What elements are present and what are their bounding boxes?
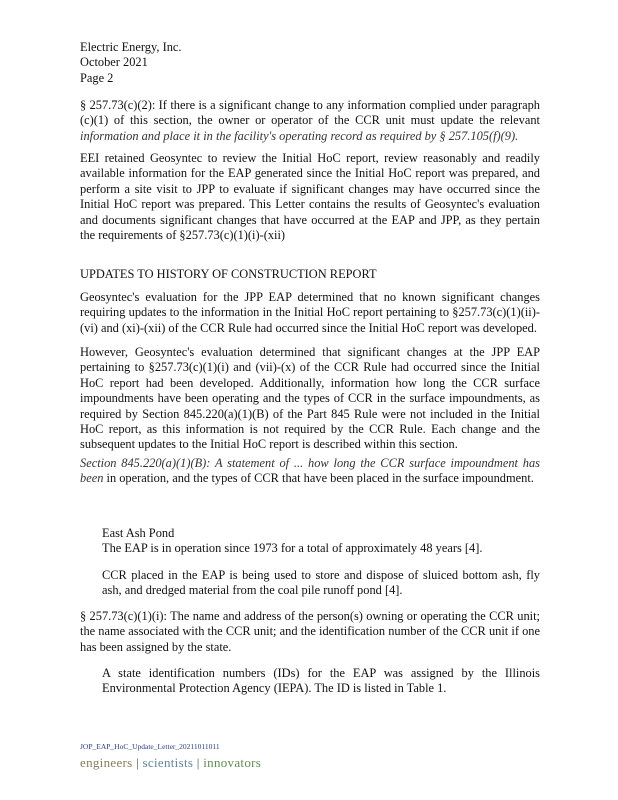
tagline-scientists: scientists xyxy=(142,755,194,770)
paragraph-845-statement xyxy=(80,456,540,487)
tagline-separator: | xyxy=(136,755,139,770)
tagline-engineers: engineers xyxy=(80,755,133,770)
paragraph-regulation-c2 xyxy=(80,98,540,144)
paragraph-state-id: A state identification numbers (IDs) for the EAP was assigned by the Illinois Environmental Protection Agency (IEPA). The ID is listed in Table 1. xyxy=(102,666,540,696)
paragraph-ccr-placed: CCR placed in the EAP is being used to store and dispose of sluiced bottom ash, fly ash, and dredged material from the coal pile runoff pond [4]. xyxy=(102,568,540,598)
footer-filename: JOP_EAP_HoC_Update_Letter_20211011011 xyxy=(80,742,220,751)
para-italic-text: Section 845.220(a)(1)(B): A statement of ... how long the CCR surface impoundment has been xyxy=(80,456,540,486)
east-ash-pond-title: East Ash Pond xyxy=(102,526,175,540)
paragraph-eei-retained: EEI retained Geosyntec to review the Initial HoC report, review reasonably and readily available information for the EAP generated since the Initial HoC report was prepared, and perform a site visit to JPP to evaluate if significant changes may have occurred since the Initial HoC report was prepared. This Letter contains the results of Geosyntec's evaluation and documents significant changes that have occurred at the EAP and JPP, as they pertain the requirements of §257.73(c)(1)(i)-(xii) xyxy=(80,151,540,243)
east-ash-pond-text: The EAP is in operation since 1973 for a total of approximately 48 years [4]. xyxy=(102,541,483,556)
para-italic-text: information and place it in the facility's operating record as required by § 257.105(f)(9). xyxy=(80,128,519,143)
section-heading: UPDATES TO HISTORY OF CONSTRUCTION REPORT xyxy=(80,267,377,281)
paragraph-significant-changes: However, Geosyntec's evaluation determined that significant changes at the JPP EAP pertaining to §257.73(c)(1)(i) and (vii)-(x) of the CCR Rule had occurred since the Initial HoC report had been developed. Additionally, information how long the CCR surface impoundments have been operating and the types of CCR in the surface impoundments, as required by Section 845.220(a)(1)(B) of the Part 845 Rule were not included in the Initial HoC report, as this information is not required by the CCR Rule. Each change and the subsequent updates to the Initial HoC report is described within this section. xyxy=(80,345,540,452)
tagline-innovators: innovators xyxy=(203,755,262,770)
company-name: Electric Energy, Inc. xyxy=(80,40,182,54)
para-text: § 257.73(c)(2): If there is a significant change to any information complied under paragraph (c)(1) of this section, the owner or operator of the CCR unit must update the relevant xyxy=(80,98,540,128)
footer-tagline xyxy=(80,755,261,770)
letter-header xyxy=(80,40,540,86)
letter-date: October 2021 xyxy=(80,55,148,70)
para-text: in operation, and the types of CCR that have been placed in the surface impoundment. xyxy=(106,471,534,486)
page-number: Page 2 xyxy=(80,70,114,85)
paragraph-no-changes: Geosyntec's evaluation for the JPP EAP determined that no known significant changes requiring updates to the information in the Initial HoC report pertaining to §257.73(c)(1)(ii)-(vi) and (xi)-(xii) of the CCR Rule had occurred since the Initial HoC report was developed. xyxy=(80,290,540,335)
east-ash-pond-block xyxy=(102,526,540,557)
tagline-separator: | xyxy=(196,755,200,770)
paragraph-regulation-c1i: § 257.73(c)(1)(i): The name and address of the person(s) owning or operating the CCR unit; the name associated with the CCR unit; and the identification number of the CCR unit if one has been assigned by the state. xyxy=(80,609,540,654)
